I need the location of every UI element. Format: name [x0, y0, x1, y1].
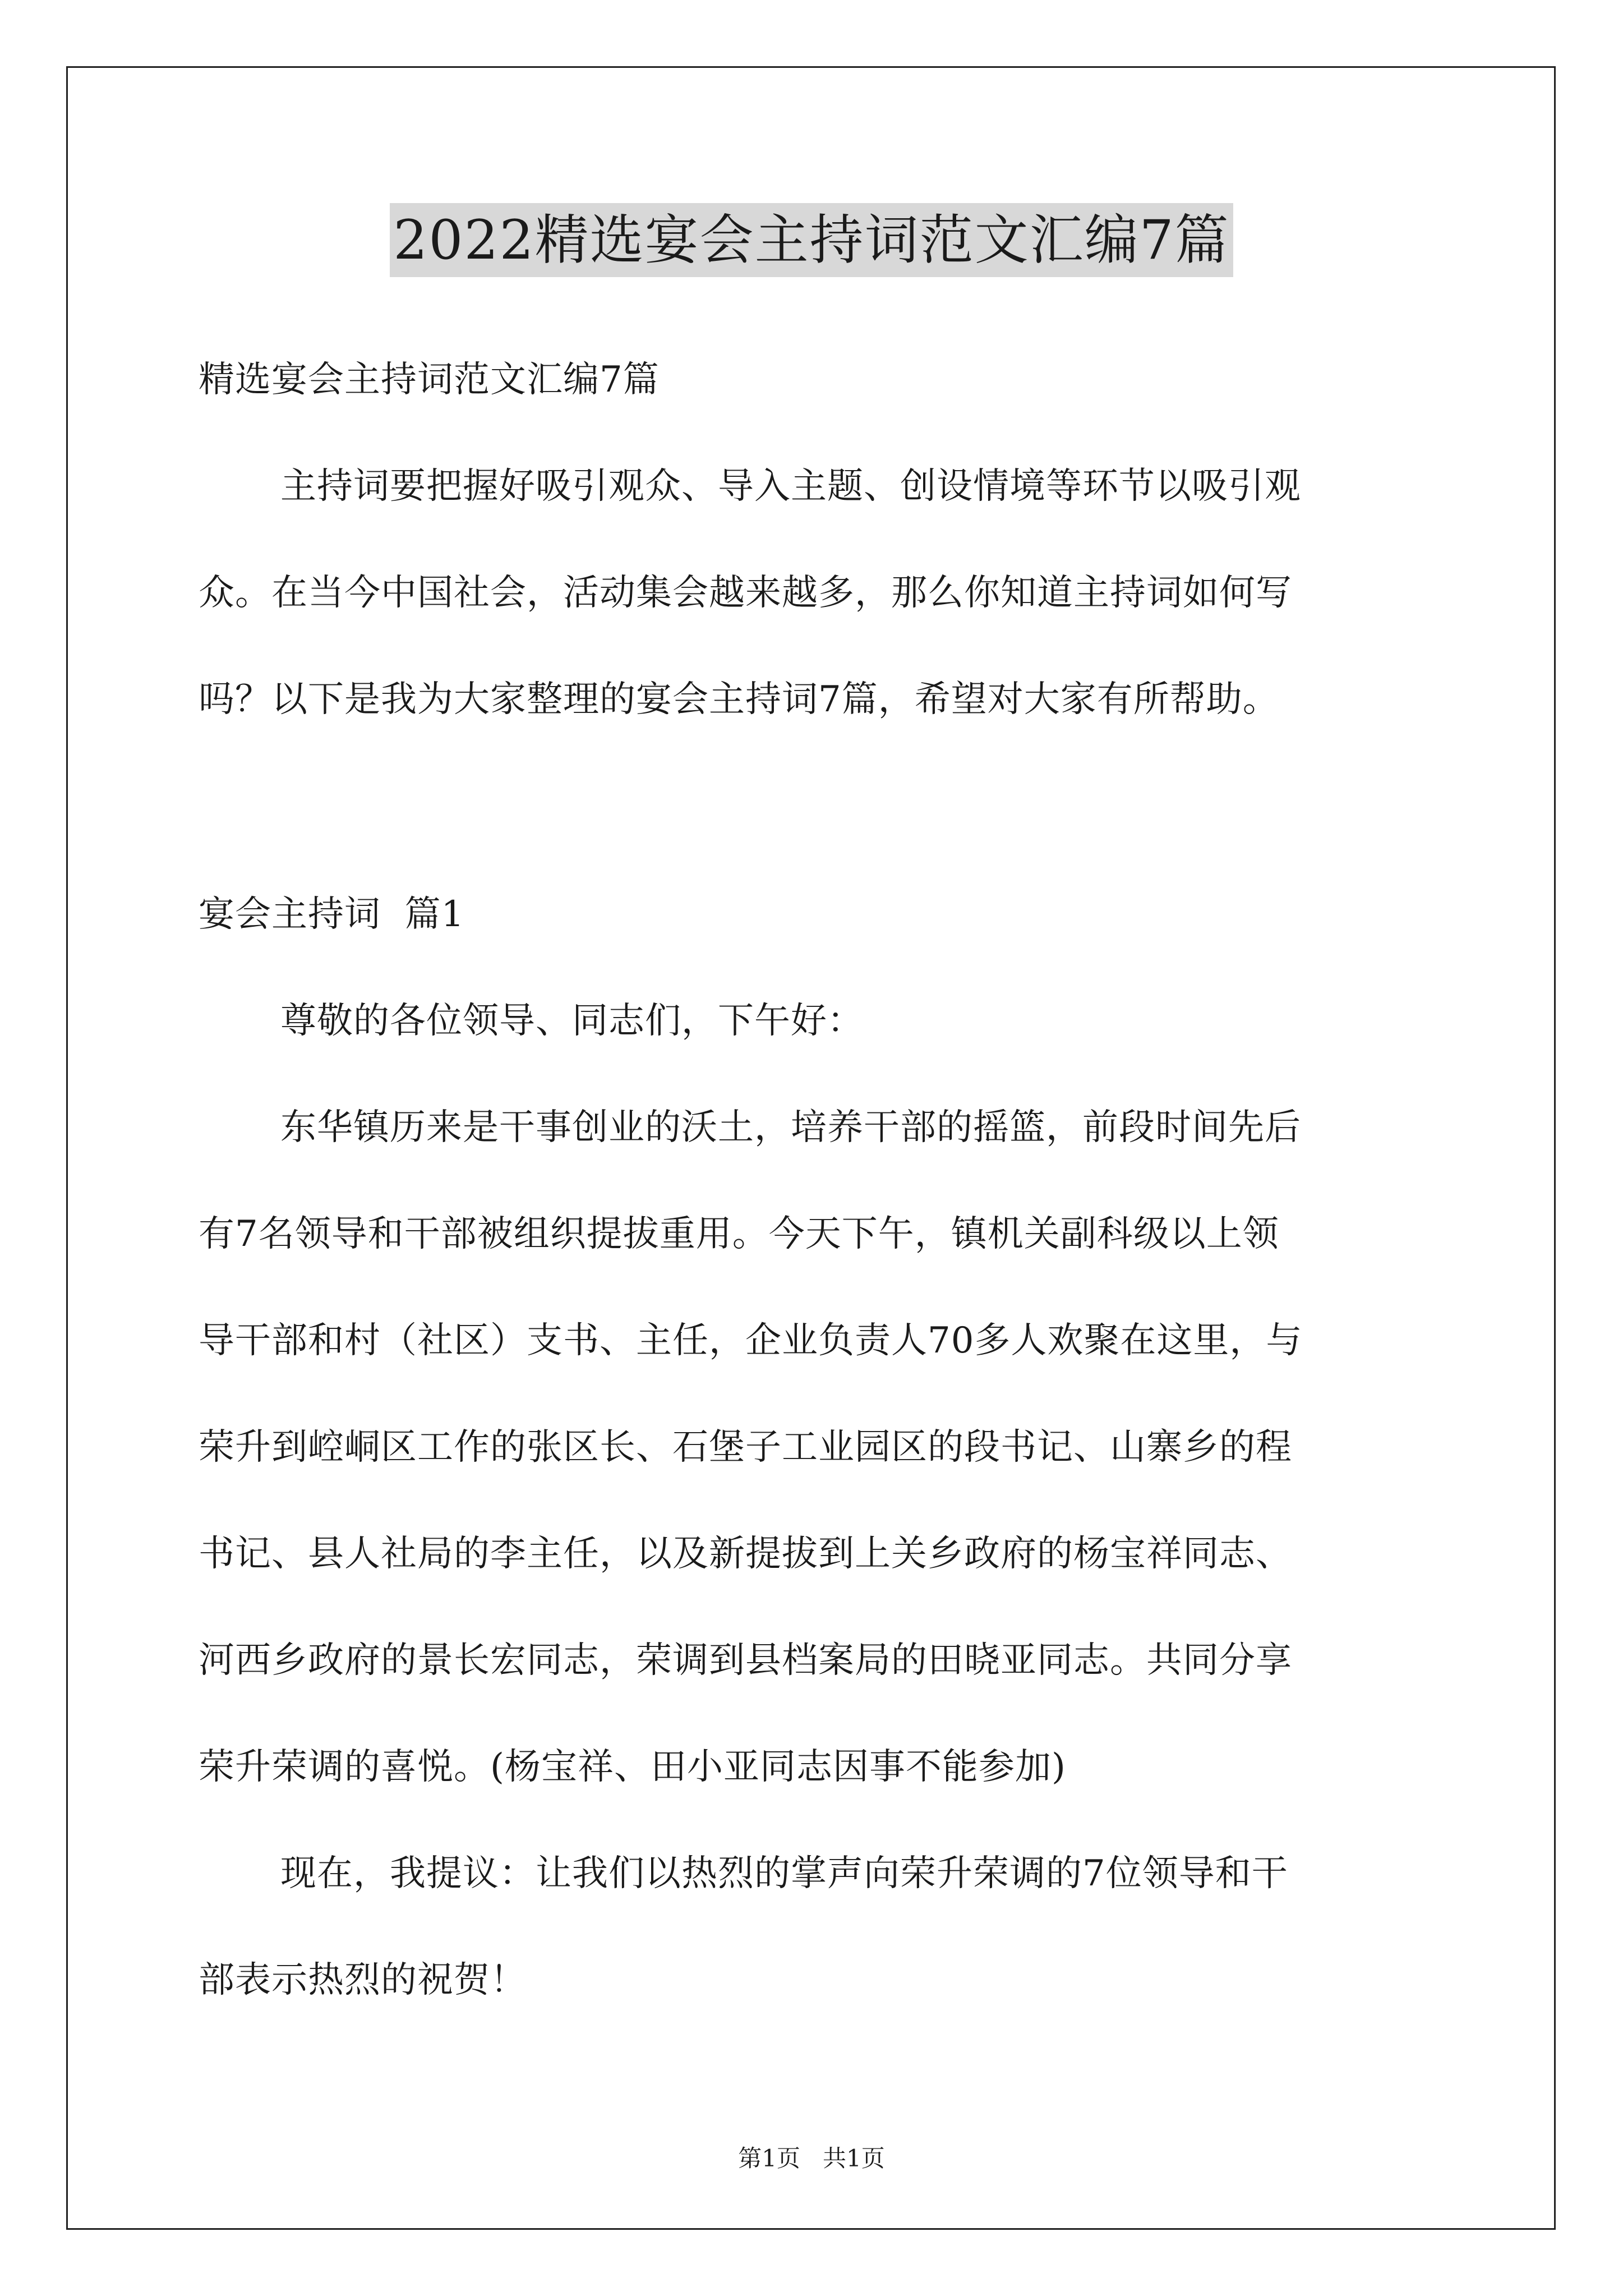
body-line: 河西乡政府的景长宏同志，荣调到县档案局的田晓亚同志。共同分享 — [199, 1640, 1292, 1681]
body-line: 东华镇历来是干事创业的沃土，培养干部的摇篮，前段时间先后 — [280, 1107, 1301, 1148]
page-number-footer: 第1页 共1页 — [738, 2145, 885, 2172]
title-container — [0, 203, 1623, 277]
body-line: 荣升到崆峒区工作的张区长、石堡子工业园区的段书记、山寨乡的程 — [199, 1427, 1292, 1468]
closing-line: 部表示热烈的祝贺！ — [199, 1959, 527, 2001]
body-line: 书记、县人社局的李主任，以及新提拔到上关乡政府的杨宝祥同志、 — [199, 1533, 1292, 1575]
intro-line: 吗？以下是我为大家整理的宴会主持词7篇，希望对大家有所帮助。 — [199, 679, 1279, 720]
body-line: 有7名领导和干部被组织提拔重用。今天下午，镇机关副科级以上领 — [199, 1213, 1279, 1255]
section-heading: 宴会主持词 篇1 — [199, 894, 465, 935]
intro-line: 众。在当今中国社会，活动集会越来越多，那么你知道主持词如何写 — [199, 572, 1292, 614]
body-line: 荣升荣调的喜悦。(杨宝祥、田小亚同志因事不能参加) — [199, 1746, 1066, 1788]
greeting-line: 尊敬的各位领导、同志们，下午好： — [280, 1000, 864, 1042]
intro-line: 主持词要把握好吸引观众、导入主题、创设情境等环节以吸引观 — [280, 466, 1301, 507]
closing-line: 现在，我提议：让我们以热烈的掌声向荣升荣调的7位领导和干 — [280, 1853, 1288, 1894]
document-title: 2022精选宴会主持词范文汇编7篇 — [390, 203, 1233, 277]
body-line: 导干部和村（社区）支书、主任，企业负责人70多人欢聚在这里，与 — [199, 1320, 1303, 1361]
document-subtitle: 精选宴会主持词范文汇编7篇 — [199, 359, 660, 401]
